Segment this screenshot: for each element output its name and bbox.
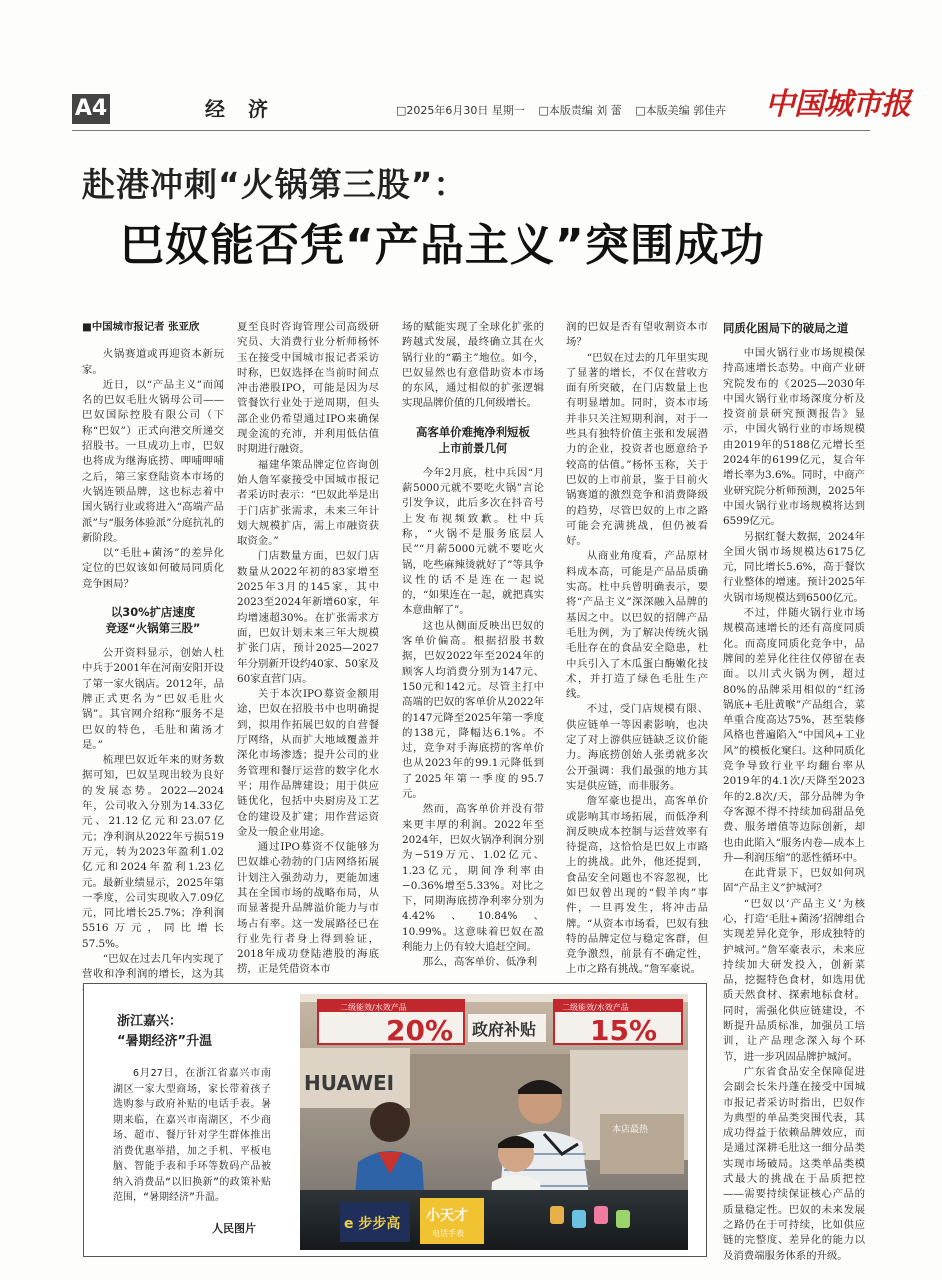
page-number: A4: [72, 94, 110, 124]
news-photo: [300, 994, 688, 1250]
subheading: 高客单价难掩净利短板 上市前景几何: [416, 424, 530, 455]
brand-xiaotiancai-text: 小天才: [426, 1208, 468, 1224]
paragraph: 火锅赛道或再迎资本新玩家。: [82, 348, 224, 376]
paragraph: “巴奴在过去的几年里实现了显著的增长，不仅在营收方面有所突破，在门店数量上也有明显增加。同时，资本市场并非只关注短期利润，对于一些具有独特价值主张和发展潜力的企业，投资者也愿意给予较高的估值。”杨怀玉称，关于巴奴的上市前景，鉴于目前火锅赛道的激烈竞争和消费降级的趋势，尽管巴奴的上市之路可能会充满挑战，但仍被看好。: [566, 351, 708, 548]
brand-bbk-text: e 步步高: [344, 1216, 401, 1232]
paragraph: “巴奴在过去几年内实现了营收和净利润的增长，这为其: [82, 952, 224, 981]
headline-kicker: 赴港冲刺“火锅第三股”：: [82, 165, 468, 204]
subheading: 以30%扩店速度 竞逐“火锅第三股”: [105, 605, 201, 636]
sign-mid-text: 政府补贴: [472, 1020, 537, 1039]
store-scene-illustration: [300, 994, 688, 1250]
paragraph: 从商业角度看，产品原材料成本高，可能是产品品质确实高。杜中兵曾明确表示，要将“产品主义”深深融入品牌的基因之中。以巴奴的招牌产品毛肚为例，为了解决传统火锅毛肚存在的食品安全隐患，杜中兵引入了木瓜蛋白酶嫩化技术，并打造了绿色毛肚生产线。: [566, 550, 708, 701]
paragraph: 不过，伴随火锅行业市场规模高速增长的还有高度同质化。而高度同质化竞争中，品牌间的差异化往往仅停留在表面。以川式火锅为例，超过80%的品牌采用相似的“红汤锅底+毛肚黄喉”产品组合，菜单重合度高达75%，甚至装修风格也普遍陷入“中国风+工业风”的模板化窠臼。这种同质化竞争导致行业平均翻台率从2019年的4.1次/天降至2023年的2.8次/天，部分品牌为争夺客源不得不持续加码甜品免费、服务增值等边际创新，却也由此陷入“服务内卷—成本上升—利润压缩”的恶性循环中。: [723, 607, 865, 864]
paragraph: 广东省食品安全保障促进会副会长朱丹蓬在接受中国城市报记者采访时指出，巴奴作为典型的单品类突围代表，其成功得益于依赖品牌效应，而是通过深耕毛肚这一细分品类实现市场破局。这类单品类模式最大的挑战在于品质把控——需要持续保证核心产品的质量稳定性。巴奴的未来发展之路仍在于可持续，比如供应链的完整度、差异化的能力以及消费端服务体系的升级。: [723, 1065, 865, 1262]
paragraph: 夏至良时咨询管理公司高级研究员、大消费行业分析师杨怀玉在接受中国城市报记者采访时称，巴奴选择在当前时间点冲击港股IPO，可能是因为尽管餐饮行业处于逆周期，但头部企业仍希望通过IPO来确保现金流的充沛，并利用低估值时期进行融资。: [237, 321, 379, 456]
paragraph: 近日，以“产品主义”而闻名的巴奴毛肚火锅母公司——巴奴国际控股有限公司（下称“巴奴”）正式向港交所递交招股书。一旦成功上市，巴奴也将成为继海底捞、呷哺呷哺之后，第三家登陆资本市场的火锅连锁品牌，这也标志着中国火锅行业或将进入“高端产品派”与“服务体验派”分庭抗礼的新阶段。: [82, 378, 224, 544]
byline: ■中国城市报记者 张亚欣: [82, 321, 200, 333]
sign-left-percent: 20%: [386, 1014, 454, 1047]
paragraph: 梳理巴奴近年来的财务数据可知，巴奴呈现出较为良好的发展态势。2022—2024年，公司收入分别为14.33亿元、21.12亿元和23.07亿元；净利润从2022年亏损519万元，转为2023年盈利1.02亿元和2024年盈利1.23亿元。最新业绩显示，2025年第一季度，公司实现收入7.09亿元，同比增长25.7%；净利润5516万元，同比增长57.5%。: [82, 754, 224, 950]
paragraph: 今年2月底，杜中兵因“月薪5000元就不要吃火锅”言论引发争议，此后多次在抖音号上发布视频致歉。杜中兵称，“火锅不是服务底层人民”“月薪5000元就不要吃火锅，吃些麻辣烫就好了”等具争议性的话不是连在一起说的，“如果连在一起，就把真实本意曲解了”。: [402, 466, 544, 617]
paragraph: 这也从侧面反映出巴奴的客单价偏高。根据招股书数据，巴奴2022年至2024年的顾客人均消费分别为147元、150元和142元。尽管主打中高端的巴奴的客单价从2022年的147元降至2025年第一季度的138元，降幅达6.1%。不过，竞争对手海底捞的客单价也从2023年的99.1元降低到了2025年第一季度的95.7元。: [402, 619, 544, 801]
issue-date: □2025年6月30日 星期一: [396, 104, 525, 117]
sign-left-top-text: 二级能效/水效产品: [340, 1003, 407, 1012]
brand-hot-text: 本店最热: [612, 1125, 649, 1135]
paragraph: 詹军豪也提出，高客单价或影响其市场拓展，而低净利润反映成本控制与运营效率有待提高，这恰恰是巴奴上市路上的挑战。此外，他还提到，食品安全问题也不容忽视，比如巴奴曾出现的“假羊肉”事件，一旦再发生，将冲击品牌。“从资本市场看，巴奴有独特的品牌定位与稳定客群，但竞争激烈，前景有不确定性，上市之路有挑战。”詹军豪说。: [566, 795, 708, 976]
issue-meta: [396, 103, 736, 119]
paragraph: 润的巴奴是否有望收割资本市场？: [566, 321, 708, 349]
paragraph: 不过，受门店规模有限、供应链单一等因素影响，也决定了对上游供应链缺乏议价能力。海底捞创始人张勇就多次公开强调：我们最强的地方其实是供应链，而非服务。: [566, 703, 708, 792]
sign-right-top-text: 二级能效/水效产品: [562, 1003, 629, 1012]
person-woman: [370, 1102, 410, 1142]
paragraph: 另据红餐大数据，2024年全国火锅市场规模达6175亿元，同比增长5.6%，高于餐饮行业整体的增速。预计2025年火锅市场规模达到6500亿元。: [723, 530, 865, 604]
headline-title: 巴奴能否凭“产品主义”突围成功: [120, 220, 765, 271]
photo-credit: 人民图片: [212, 1222, 256, 1235]
brand-xiaotiancai-sub: 电话手表: [432, 1229, 464, 1238]
caption-text: 6月27日，在浙江省嘉兴市南湖区一家大型商场，家长带着孩子选购参与政府补贴的电话手表。暑期来临，在嘉兴市南湖区，不少商场、超市、餐厅针对学生群体推出消费优惠举措，加之手机、平板电脑、智能手表和手环等数码产品被纳入消费品“以旧换新”的政策补贴范围，“暑期经济”升温。: [113, 1068, 271, 1203]
paragraph: 中国火锅行业市场规模保持高速增长态势。中商产业研究院发布的《2025—2030年中国火锅行业市场深度分析及投资前景研究预测报告》显示，中国火锅行业的市场规模由2019年的5188亿元增长至2024年的6199亿元，复合年增长率为3.6%。同时，中商产业研究院分析师预测，2025年中国火锅行业市场规模将达到6599亿元。: [723, 347, 865, 528]
paragraph: 通过IPO募资不仅能够为巴奴雄心勃勃的门店网络拓展计划注入强劲动力，更能加速其在全国市场的战略布局，从而显著提升品牌溢价能力与市场占有率。这一发展路径已在行业先行者身上得到验证，2018年成功登陆港股的海底捞，正是凭借资本市: [237, 841, 379, 976]
article-column-1: [82, 320, 224, 998]
paragraph: 福建华策品牌定位咨询创始人詹军豪接受中国城市报记者采访时表示：“巴奴此举是出于门店扩张需求，未来三年计划大规模扩店，需上市融资获取资金。”: [237, 458, 379, 548]
paragraph: 然而，高客单价并没有带来更丰厚的利润。2022年至2024年，巴奴火锅净利润分别为−519万元、1.02亿元、1.23亿元，期间净利率由−0.36%增至5.33%。对比之下，同期海底捞净利率分别为4.42%、10.84%、10.99%。这意味着巴奴在盈利能力上仍有较大追赶空间。: [402, 803, 544, 953]
issue-editor: □本版责编 刘 蕾: [538, 104, 622, 117]
issue-designer: □本版美编 郭佳卉: [635, 104, 727, 117]
paragraph: 公开资料显示，创始人杜中兵于2001年在河南安阳开设了第一家火锅店。2012年，品牌正式更名为“巴奴毛肚火锅”。其官网介绍称“服务不是巴奴的特色，毛肚和菌汤才是。”: [82, 647, 224, 751]
photo-feature-title: 浙江嘉兴： “暑期经济”升温: [117, 1014, 213, 1049]
brand-huawei-text: HUAWEI: [304, 1071, 395, 1095]
paragraph: 场的赋能实现了全球化扩张的跨越式发展，最终确立其在火锅行业的“霸主”地位。如今，巴奴显然也有意借助资本市场的东风，通过相似的扩张逻辑实现品牌价值的几何级增长。: [402, 321, 544, 410]
paragraph: 以“毛肚+菌汤”的差异化定位的巴奴该如何破局同质化竞争困局？: [82, 547, 224, 590]
article-column-2: [237, 320, 379, 978]
header-rule: [72, 130, 870, 131]
paragraph: 关于本次IPO募资金额用途，巴奴在招股书中也明确提到，拟用作拓展巴奴的自营餐厅网络，从而扩大地域覆盖并深化市场渗透；提升公司的业务管理和餐厅运营的数字化水平；用作品牌建设；用于供应链优化，包括中央厨房及工艺仓的建设及扩建；用作营运资金及一般企业用途。: [237, 688, 379, 838]
article-column-4: [566, 320, 708, 978]
sign-right-percent: 15%: [590, 1014, 658, 1047]
article-column-3: [402, 320, 544, 971]
photo-caption: [113, 1066, 271, 1206]
paragraph: 门店数量方面，巴奴门店数量从2022年初的83家增至2025年3月的145家，其中2023至2024年新增60家，年均增速超30%。在扩张需求方面，巴奴计划未来三年大规模扩张门店，预计2025—2027年分别新开设约40家、50家及60家直营门店。: [237, 550, 379, 685]
newspaper-logo: 中国城市报: [765, 87, 910, 122]
paragraph: 那么，高客单价、低净利: [422, 956, 538, 969]
paragraph: 在此背景下，巴奴如何巩固“产品主义”护城河？: [723, 867, 865, 895]
subheading: 同质化困局下的破局之道: [723, 321, 849, 335]
section-name: 经 济: [205, 97, 276, 121]
paragraph: “巴奴以‘产品主义’为核心，打造‘毛肚+菌汤’招牌组合实现差异化竞争，形成独特的护城河。”詹军豪表示，未来应持续加大研发投入，创新菜品，挖掘特色食材，如选用优质天然食材、探索地标食材。同时，需强化供应链建设，不断提升品质标准，加强员工培训，让产品理念深入每个环节，进一步巩固品牌护城河。: [723, 897, 865, 1063]
article-column-5: [723, 320, 865, 1264]
